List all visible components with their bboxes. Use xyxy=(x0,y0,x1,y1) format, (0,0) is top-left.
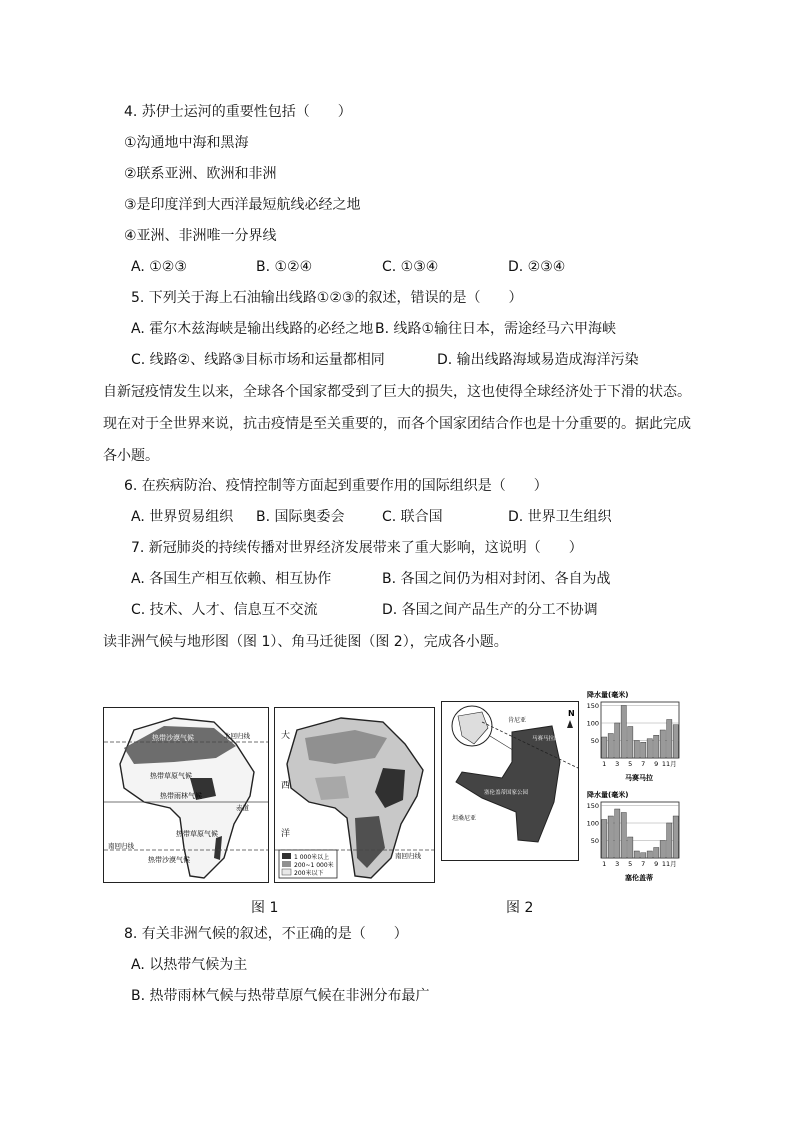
fig1-terrain-map xyxy=(274,707,435,883)
q5-option-a[interactable]: A. 霍尔木兹海峡是输出线路的必经之地 xyxy=(131,321,374,337)
precip-bar xyxy=(667,720,672,759)
precip-bar xyxy=(602,737,607,758)
climate-label-savanna-north: 热带草原气候 xyxy=(150,772,192,780)
q6-stem: 6. 在疾病防治、疫情控制等方面起到重要作用的国际组织是（ ） xyxy=(124,478,548,494)
q4-option-d[interactable]: D. ②③④ xyxy=(508,259,566,275)
y-tick-label: 100 xyxy=(586,819,599,828)
precip-bar xyxy=(654,735,659,758)
terrain-label-atlantic-1: 大 xyxy=(281,731,291,741)
legend-high: 1 000米以上 xyxy=(294,854,330,861)
precip-bar xyxy=(608,816,613,858)
precip-bar xyxy=(621,813,626,859)
month-tick-label: 11月 xyxy=(661,860,677,868)
month-tick-label: 9 xyxy=(654,760,659,768)
precip-bar xyxy=(673,725,678,758)
precip-bar xyxy=(615,723,620,758)
q7-option-d[interactable]: D. 各国之间产品生产的分工不协调 xyxy=(382,602,598,618)
q6-option-b[interactable]: B. 国际奥委会 xyxy=(256,509,345,525)
climate-label-desert-south: 热带沙漠气候 xyxy=(148,856,190,864)
africa-climate-svg xyxy=(104,708,268,882)
q6-option-c[interactable]: C. 联合国 xyxy=(382,509,443,525)
passage1-line-2: 现在对于全世界来说，抗击疫情是至关重要的，而各个国家团结合作也是十分重要的。据此完成 xyxy=(103,416,691,432)
north-arrow: N xyxy=(568,709,575,718)
month-tick-label: 9 xyxy=(654,860,659,868)
q4-option-c[interactable]: C. ①③④ xyxy=(382,259,439,275)
precip-bar xyxy=(608,734,613,759)
fig1-climate-map xyxy=(103,707,269,883)
month-tick-label: 3 xyxy=(615,860,620,868)
q4-stem: 4. 苏伊士运河的重要性包括（ ） xyxy=(124,104,352,120)
chart2-ylabel: 降水量(毫米) xyxy=(587,791,629,799)
map-label-masai-mara: 马赛马拉国家公园 xyxy=(532,736,577,742)
passage1-line-3: 各小题。 xyxy=(103,448,159,464)
precip-bar xyxy=(602,820,607,859)
q8-option-a[interactable]: A. 以热带气候为主 xyxy=(131,957,248,973)
precip-bar xyxy=(628,837,633,858)
label-tropic-cancer: 北回归线 xyxy=(224,732,250,740)
y-tick-label: 150 xyxy=(586,802,599,810)
label-equator: 赤道 xyxy=(236,804,249,812)
climate-label-rainforest: 热带雨林气候 xyxy=(160,792,202,800)
month-tick-label: 5 xyxy=(628,760,633,768)
chart1-ylabel: 降水量(毫米) xyxy=(587,691,629,699)
legend-low: 200米以下 xyxy=(294,870,324,877)
precip-bar xyxy=(634,741,639,759)
month-tick-label: 11月 xyxy=(661,760,677,768)
africa-terrain-svg xyxy=(275,708,434,882)
y-tick-label: 50 xyxy=(590,737,599,745)
q8-stem: 8. 有关非洲气候的叙述，不正确的是（ ） xyxy=(124,926,408,942)
precip-chart-masai-mara xyxy=(583,688,683,784)
q6-option-a[interactable]: A. 世界贸易组织 xyxy=(131,509,234,525)
label-tropic-capricorn: 南回归线 xyxy=(108,842,134,850)
terrain-label-atlantic-3: 洋 xyxy=(281,829,291,839)
q7-option-c[interactable]: C. 技术、人才、信息互不交流 xyxy=(131,602,318,618)
passage2: 读非洲气候与地形图（图 1）、角马迁徙图（图 2），完成各小题。 xyxy=(103,634,508,650)
precip-bar xyxy=(647,851,652,858)
precip-bar xyxy=(667,823,672,858)
month-tick-label: 3 xyxy=(615,760,620,768)
q6-option-d[interactable]: D. 世界卫生组织 xyxy=(508,509,612,525)
precip-chart-serengeti xyxy=(583,788,683,884)
q7-stem: 7. 新冠肺炎的持续传播对世界经济发展带来了重大影响，这说明（ ） xyxy=(131,540,583,556)
month-tick-label: 1 xyxy=(602,760,607,768)
precip-bar xyxy=(628,727,633,759)
precip-bar xyxy=(673,816,678,858)
map-label-kenya: 肯尼亚 xyxy=(508,717,527,724)
chart1-station: 马赛马拉 xyxy=(625,774,653,782)
climate-label-savanna-south: 热带草原气候 xyxy=(176,830,218,838)
precip-bar xyxy=(615,809,620,858)
map-label-tanzania: 坦桑尼亚 xyxy=(452,815,477,822)
precip-bar xyxy=(641,742,646,758)
month-tick-label: 7 xyxy=(641,760,646,768)
fig1-caption: 图 1 xyxy=(251,900,279,916)
q4-item-2: ②联系亚洲、欧洲和非洲 xyxy=(124,166,277,182)
q4-item-3: ③是印度洋到大西洋最短航线必经之地 xyxy=(124,197,361,213)
passage1-line-1: 自新冠疫情发生以来，全球各个国家都受到了巨大的损失，这也使得全球经济处于下滑的状态。 xyxy=(103,384,691,400)
north-arrow-icon xyxy=(567,720,573,728)
fig2-caption: 图 2 xyxy=(506,900,534,916)
precip-bar xyxy=(621,706,626,759)
terrain-label-tropic-capricorn: 南回归线 xyxy=(395,852,421,860)
q4-item-4: ④亚洲、非洲唯一分界线 xyxy=(124,228,277,244)
precip-bar xyxy=(634,851,639,858)
month-tick-label: 7 xyxy=(641,860,646,868)
migration-svg xyxy=(442,702,578,860)
precip-bar xyxy=(647,739,652,758)
precip-bar xyxy=(641,853,646,858)
climate-label-desert-north: 热带沙漠气候 xyxy=(152,734,194,742)
precip-bar xyxy=(660,841,665,859)
q5-option-b[interactable]: B. 线路①输往日本，需途经马六甲海峡 xyxy=(375,321,617,337)
precip-bar xyxy=(654,848,659,859)
chart2-station: 塞伦盖蒂 xyxy=(625,874,653,882)
q4-option-b[interactable]: B. ①②④ xyxy=(256,259,313,275)
q5-stem: 5. 下列关于海上石油输出线路①②③的叙述，错误的是（ ） xyxy=(131,290,523,306)
y-tick-label: 100 xyxy=(586,719,599,728)
q8-option-b[interactable]: B. 热带雨林气候与热带草原气候在非洲分布最广 xyxy=(131,988,430,1004)
q7-option-a[interactable]: A. 各国生产相互依赖、相互协作 xyxy=(131,571,332,587)
q7-option-b[interactable]: B. 各国之间仍为相对封闭、各自为战 xyxy=(382,571,611,587)
y-tick-label: 50 xyxy=(590,837,599,845)
precip-bar xyxy=(660,730,665,758)
legend-mid: 200~1 000米 xyxy=(294,862,334,869)
terrain-label-atlantic-2: 西 xyxy=(281,781,291,791)
q5-option-c[interactable]: C. 线路②、线路③目标市场和运量都相同 xyxy=(131,352,385,368)
month-tick-label: 1 xyxy=(602,860,607,868)
fig2-migration-map xyxy=(441,701,579,861)
q4-item-1: ①沟通地中海和黑海 xyxy=(124,135,249,151)
month-tick-label: 5 xyxy=(628,860,633,868)
q4-option-a[interactable]: A. ①②③ xyxy=(131,259,187,275)
map-label-serengeti: 塞伦盖蒂国家公园 xyxy=(484,790,529,796)
y-tick-label: 150 xyxy=(586,702,599,710)
q5-option-d[interactable]: D. 输出线路海域易造成海洋污染 xyxy=(437,352,639,368)
